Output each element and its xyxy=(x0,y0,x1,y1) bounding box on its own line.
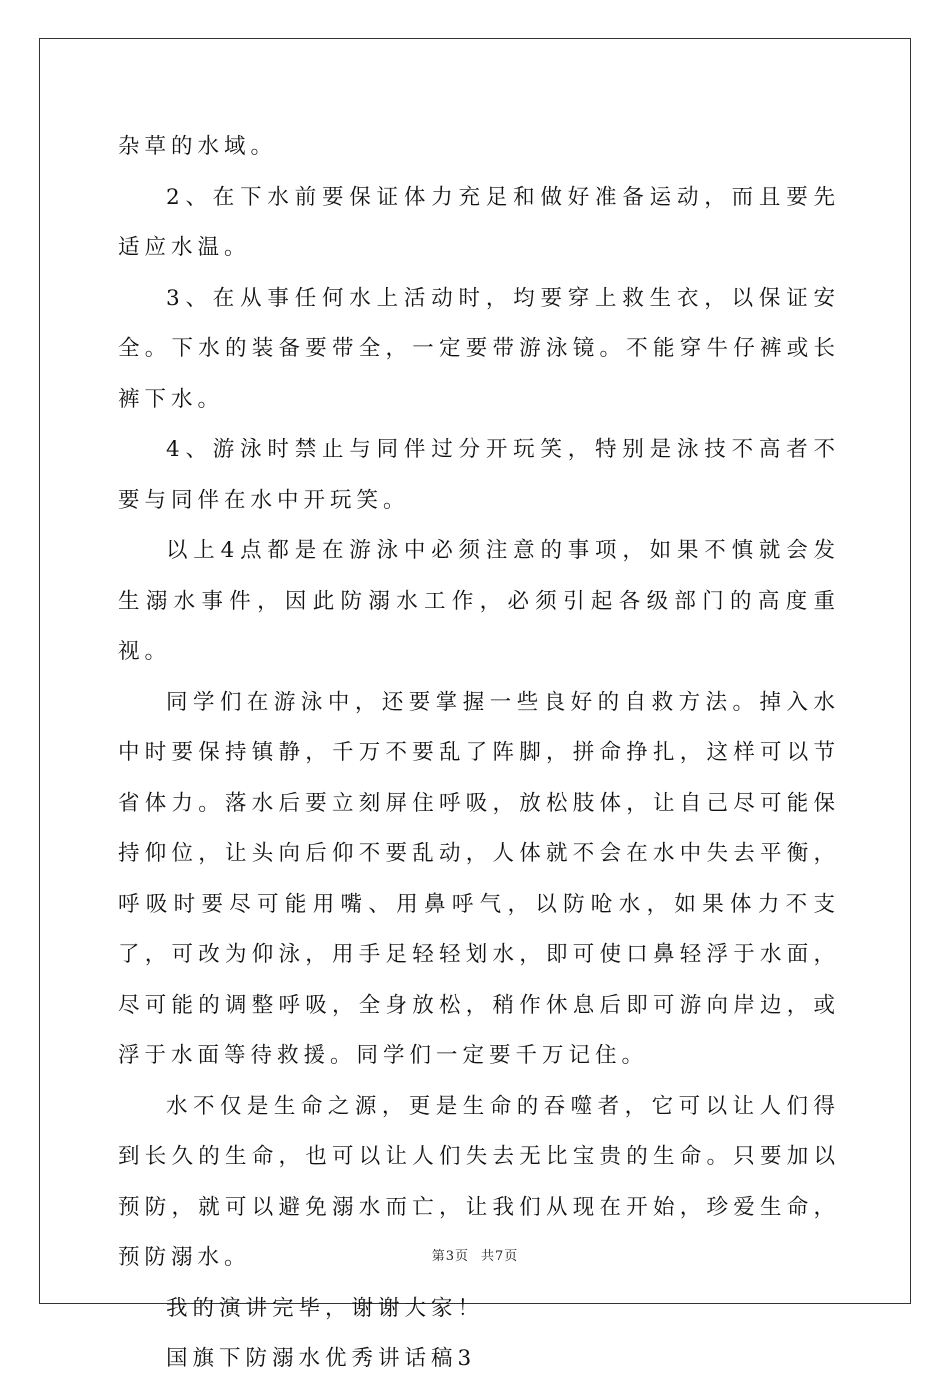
document-body xyxy=(118,122,840,1385)
paragraph: 杂草的水域。 xyxy=(118,134,278,159)
paragraph: 3、在从事任何水上活动时，均要穿上救生衣，以保证安全。下水的装备要带全，一定要带游泳镜。不能穿牛仔裤或长裤下水。 xyxy=(118,285,840,412)
paragraph: 2、在下水前要保证体力充足和做好准备运动，而且要先适应水温。 xyxy=(118,184,840,260)
paragraph: 水不仅是生命之源，更是生命的吞噬者，它可以让人们得到长久的生命，也可以让人们失去无比宝贵的生命。只要加以预防，就可以避免溺水而亡，让我们从现在开始，珍爱生命，预防溺水。 xyxy=(118,1093,840,1270)
page-number: 第3页 xyxy=(431,1249,469,1264)
paragraph: 以上4点都是在游泳中必须注意的事项，如果不慎就会发生溺水事件，因此防溺水工作，必须引起各级部门的高度重视。 xyxy=(118,538,840,664)
paragraph: 4、游泳时禁止与同伴过分开玩笑，特别是泳技不高者不要与同伴在水中开玩笑。 xyxy=(118,437,840,513)
page-footer xyxy=(0,1245,950,1264)
section-heading: 国旗下防溺水优秀讲话稿3 xyxy=(166,1346,477,1371)
paragraph: 我的演讲完毕，谢谢大家！ xyxy=(166,1295,485,1321)
paragraph: 同学们在游泳中，还要掌握一些良好的自救方法。掉入水中时要保持镇静，千万不要乱了阵脚，拼命挣扎，这样可以节省体力。落水后要立刻屏住呼吸，放松肢体，让自己尽可能保持仰位，让头向后仰不要乱动，人体就不会在水中失去平衡，呼吸时要尽可能用嘴、用鼻呼气，以防呛水，如果体力不支了，可改为仰泳，用手足轻轻划水，即可使口鼻轻浮于水面，尽可能的调整呼吸，全身放松，稍作休息后即可游向岸边，或浮于水面等待救援。同学们一定要千万记住。 xyxy=(118,689,840,1068)
page-total: 共7页 xyxy=(481,1249,519,1264)
